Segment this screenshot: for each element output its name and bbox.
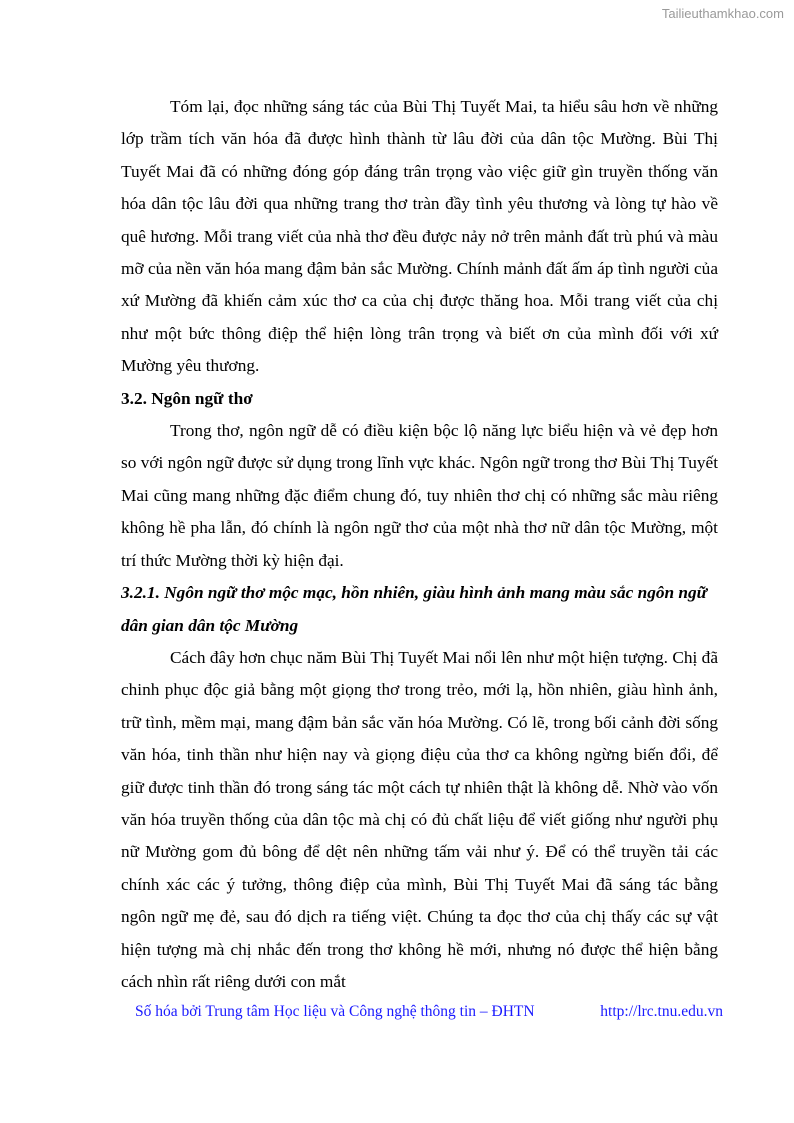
section-heading-3-2: 3.2. Ngôn ngữ thơ xyxy=(121,388,253,408)
footer-url-link[interactable]: http://lrc.tnu.edu.vn xyxy=(600,1003,723,1020)
subsection-heading-3-2-1: 3.2.1. Ngôn ngữ thơ mộc mạc, hồn nhiên, giàu hình ảnh mang màu sắc ngôn ngữ dân gian dân tộc Mường xyxy=(121,583,708,635)
watermark: Tailieuthamkhao.com xyxy=(661,6,784,21)
paragraph-summary: Tóm lại, đọc những sáng tác của Bùi Thị Tuyết Mai, ta hiểu sâu hơn về những lớp trầm tích văn hóa đã được hình thành từ lâu đời của dân tộc Mường. Bùi Thị Tuyết Mai đã có những đóng góp đáng trân trọng vào việc giữ gìn truyền thống văn hóa dân tộc lâu đời qua những trang thơ tràn đầy tình yêu thương và lòng tự hào về quê hương. Mỗi trang viết của nhà thơ đều được nảy nở trên mảnh đất trù phú và màu mỡ của nền văn hóa mang đậm bản sắc Mường. Chính mảnh đất ấm áp tình người của xứ Mường đã khiến cảm xúc thơ ca của chị được thăng hoa. Mỗi trang viết của chị như một bức thông điệp thể hiện lòng trân trọng và biết ơn của mình đối với xứ Mường yêu thương. xyxy=(121,97,718,376)
paragraph-folk-language: Cách đây hơn chục năm Bùi Thị Tuyết Mai nổi lên như một hiện tượng. Chị đã chinh phục độc giả bằng một giọng thơ trong trẻo, mới lạ, hồn nhiên, giàu hình ảnh, trữ tình, mềm mại, mang đậm bản sắc văn hóa Mường. Có lẽ, trong bối cảnh đời sống văn hóa, tinh thần như hiện nay và giọng điệu của thơ ca không ngừng biến đổi, để giữ được tinh thần đó trong sáng tác một cách tự nhiên thật là không dễ. Nhờ vào vốn văn hóa truyền thống của dân tộc mà chị có đủ chất liệu để viết giống như người phụ nữ Mường gom đủ bông để dệt nên những tấm vải như ý. Để có thể truyền tải các chính xác các ý tưởng, thông điệp của mình, Bùi Thị Tuyết Mai đã sáng tác bằng ngôn ngữ mẹ đẻ, sau đó dịch ra tiếng việt. Chúng ta đọc thơ của chị thấy các sự vật hiện tượng mà chị nhắc đến trong thơ không hề mới, nhưng nó được thể hiện bằng cách nhìn rất riêng dưới con mắt xyxy=(121,647,718,991)
paragraph-poetic-language: Trong thơ, ngôn ngữ dễ có điều kiện bộc lộ năng lực biểu hiện và vẻ đẹp hơn so với ngôn ngữ được sử dụng trong lĩnh vực khác. Ngôn ngữ trong thơ Bùi Thị Tuyết Mai cũng mang những đặc điểm chung đó, tuy nhiên thơ chị có những sắc màu riêng không hề pha lẫn, đó chính là ngôn ngữ thơ của một nhà thơ nữ dân tộc Mường, một trí thức Mường thời kỳ hiện đại. xyxy=(121,421,718,570)
document-body xyxy=(121,91,718,998)
footer-credit: Số hóa bởi Trung tâm Học liệu và Công nghệ thông tin – ĐHTN xyxy=(135,1003,535,1020)
